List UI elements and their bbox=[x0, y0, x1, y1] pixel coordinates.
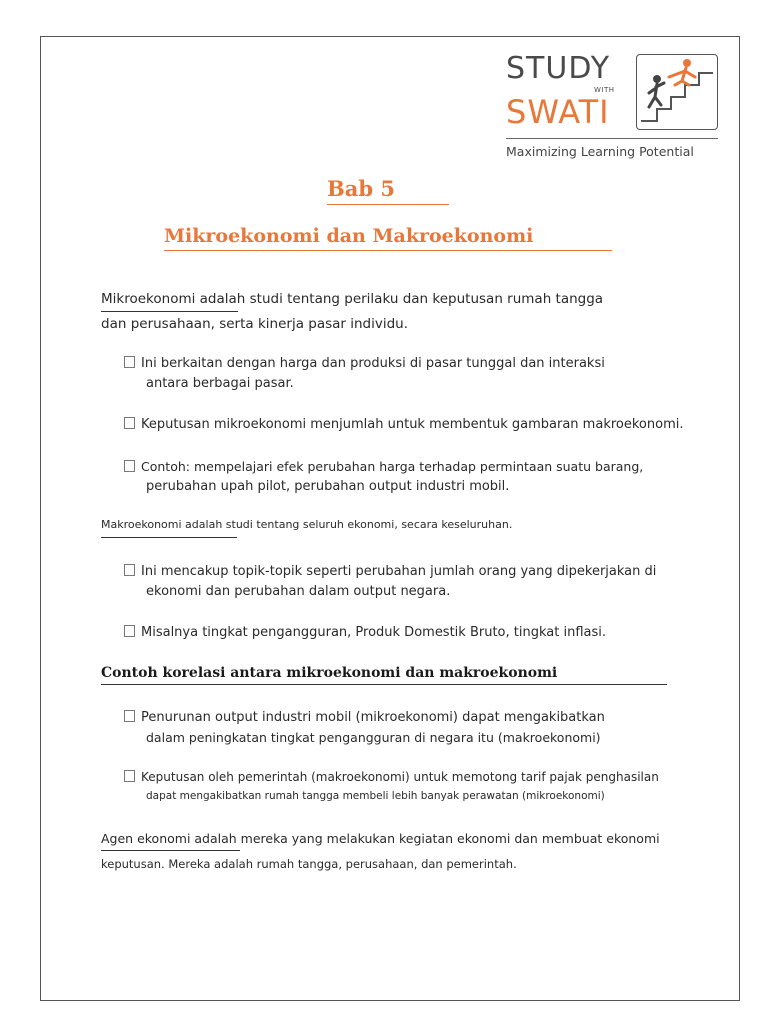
micro-definition-line1: Mikroekonomi adalah studi tentang perilaku dan keputusan rumah tangga bbox=[101, 291, 604, 307]
chapter-title: Mikroekonomi dan Makroekonomi bbox=[164, 225, 534, 247]
micro-bullet-3: Contoh: mempelajari efek perubahan harga terhadap permintaan suatu barang, bbox=[124, 459, 643, 474]
micro-term-underline bbox=[101, 311, 238, 312]
bullet-box-icon bbox=[124, 564, 135, 576]
logo-divider bbox=[506, 138, 718, 139]
bullet-box-icon bbox=[124, 356, 135, 368]
correlation-bullet-2-cont: dapat mengakibatkan rumah tangga membeli lebih banyak perawatan (mikroekonomi) bbox=[146, 790, 605, 802]
logo-with-text: WITH bbox=[594, 86, 615, 94]
bullet-box-icon bbox=[124, 710, 135, 722]
macro-bullet-1-cont: ekonomi dan perubahan dalam output negara. bbox=[146, 584, 451, 599]
agents-definition-line1: Agen ekonomi adalah mereka yang melakukan kegiatan ekonomi dan membuat ekonomi bbox=[101, 831, 660, 846]
correlation-bullet-1: Penurunan output industri mobil (mikroekonomi) dapat mengakibatkan bbox=[124, 710, 605, 725]
bullet-box-icon bbox=[124, 625, 135, 637]
macro-definition: Makroekonomi adalah studi tentang seluruh ekonomi, secara keseluruhan. bbox=[101, 518, 513, 531]
micro-bullet-1: Ini berkaitan dengan harga dan produksi di pasar tunggal dan interaksi bbox=[124, 356, 605, 371]
logo-tagline: Maximizing Learning Potential bbox=[506, 144, 694, 159]
micro-bullet-2: Keputusan mikroekonomi menjumlah untuk membentuk gambaran makroekonomi. bbox=[124, 417, 683, 432]
study-with-swati-logo bbox=[506, 52, 726, 164]
correlation-bullet-2: Keputusan oleh pemerintah (makroekonomi) untuk memotong tarif pajak penghasilan bbox=[124, 770, 659, 784]
stairs-helping-people-icon bbox=[636, 54, 718, 130]
micro-bullet-1-cont: antara berbagai pasar. bbox=[146, 376, 294, 391]
correlation-underline bbox=[101, 684, 667, 685]
title-underline bbox=[164, 250, 612, 251]
agents-term-underline bbox=[101, 850, 240, 851]
bullet-box-icon bbox=[124, 770, 135, 782]
agents-definition-line2: keputusan. Mereka adalah rumah tangga, perusahaan, dan pemerintah. bbox=[101, 857, 517, 871]
logo-study-text: STUDY bbox=[506, 51, 611, 86]
correlation-bullet-1-cont: dalam peningkatan tingkat pengangguran di negara itu (makroekonomi) bbox=[146, 730, 601, 745]
bullet-box-icon bbox=[124, 417, 135, 429]
correlation-heading: Contoh korelasi antara mikroekonomi dan makroekonomi bbox=[101, 665, 558, 681]
chapter-underline bbox=[327, 204, 449, 205]
macro-bullet-2: Misalnya tingkat pengangguran, Produk Domestik Bruto, tingkat inflasi. bbox=[124, 625, 606, 640]
micro-bullet-3-cont: perubahan upah pilot, perubahan output industri mobil. bbox=[146, 479, 510, 494]
macro-bullet-1: Ini mencakup topik-topik seperti perubahan jumlah orang yang dipekerjakan di bbox=[124, 564, 656, 579]
micro-definition-line2: dan perusahaan, serta kinerja pasar individu. bbox=[101, 316, 409, 332]
logo-swati-text: SWATI bbox=[506, 93, 610, 131]
bullet-box-icon bbox=[124, 460, 135, 472]
macro-term-underline bbox=[101, 537, 237, 538]
chapter-number: Bab 5 bbox=[327, 176, 395, 201]
